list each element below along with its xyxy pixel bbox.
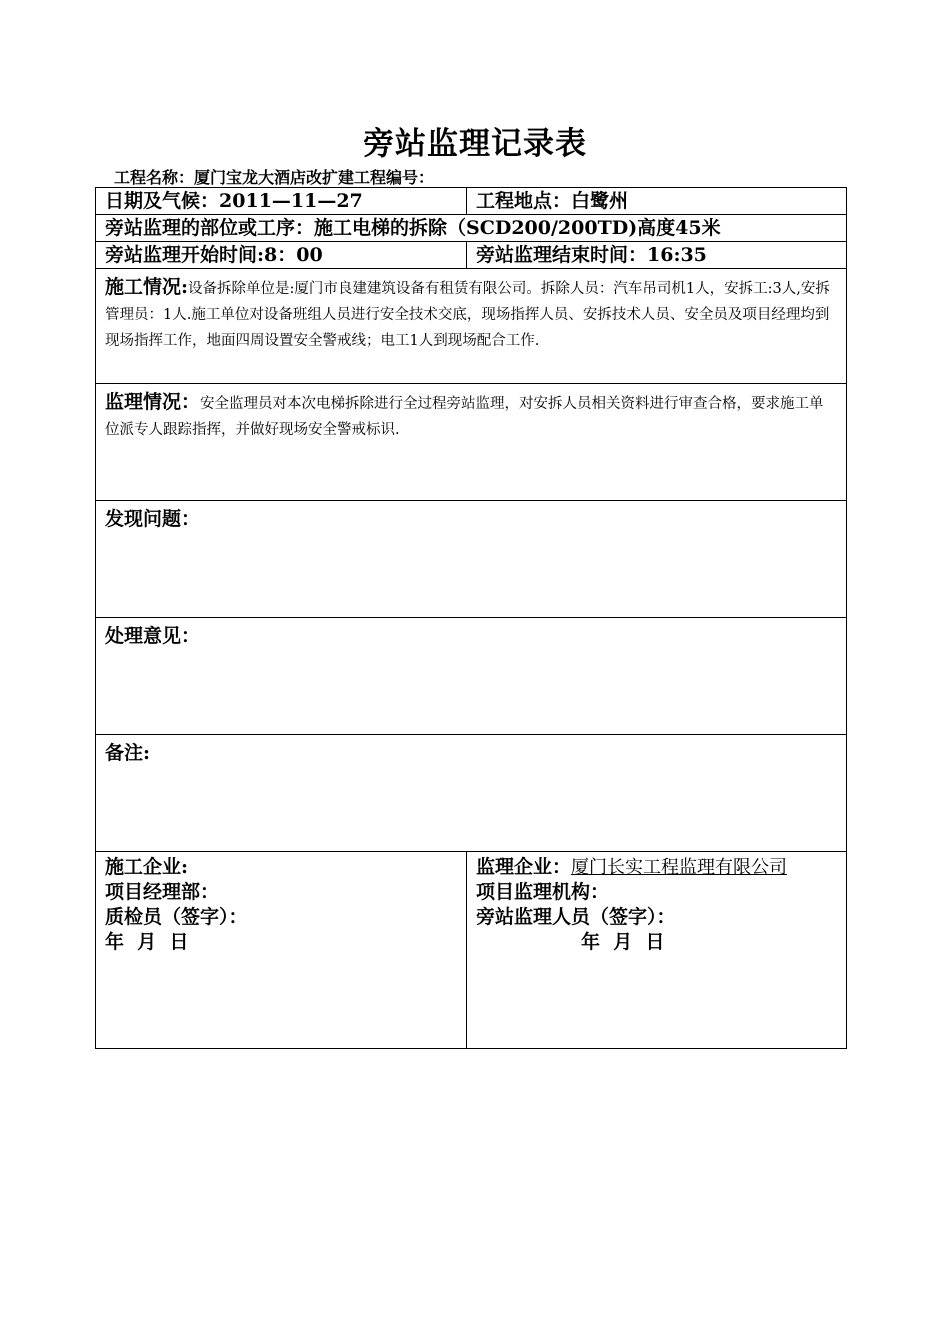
end-time-cell: 旁站监理结束时间：16:35 xyxy=(467,242,847,269)
construction-company-label: 施工企业: xyxy=(105,856,189,878)
location-cell: 工程地点：白鹭州 xyxy=(467,188,847,215)
supervision-section xyxy=(96,384,847,501)
construction-text: 设备拆除单位是:厦门市良建建筑设备有租赁有限公司。拆除人员：汽车吊司机1人，安拆工:3人,安拆管理员：1人.施工单位对设备班组人员进行安全技术交底，现场指挥人员、安拆技术人员、安全员及项目经理均到现场指挥工作，地面四周设置安全警戒线；电工1人到现场配合工作. xyxy=(105,281,830,349)
supervision-company-name: 厦门长实工程监理有限公司 xyxy=(571,857,788,878)
supervision-sign-cell xyxy=(467,852,847,1049)
construction-sign-cell xyxy=(96,852,467,1049)
supervision-label: 监理情况： xyxy=(105,391,201,413)
supervisor-sign-label: 旁站监理人员（签字）： xyxy=(476,906,676,928)
remarks-label: 备注: xyxy=(105,742,151,764)
opinion-label: 处理意见： xyxy=(105,625,201,647)
date-weather-cell: 日期及气候：2011—11—27 xyxy=(96,188,467,215)
problems-section xyxy=(96,501,847,618)
pm-dept-label: 项目经理部： xyxy=(105,881,220,903)
project-name-line: 工程名称：厦门宝龙大酒店改扩建工程编号： xyxy=(114,168,435,187)
right-date-label: 年 月 日 xyxy=(581,931,665,953)
problems-label: 发现问题： xyxy=(105,508,201,530)
document-title: 旁站监理记录表 xyxy=(363,126,587,162)
opinion-section xyxy=(96,618,847,735)
remarks-section xyxy=(96,735,847,852)
record-form xyxy=(95,187,847,1049)
start-time-cell: 旁站监理开始时间:8：00 xyxy=(96,242,467,269)
inspector-sign-label: 质检员（签字）： xyxy=(105,906,248,928)
construction-label: 施工情况: xyxy=(105,276,189,298)
supervision-text: 安全监理员对本次电梯拆除进行全过程旁站监理，对安拆人员相关资料进行审查合格，要求施工单位派专人跟踪指挥，并做好现场安全警戒标识. xyxy=(105,396,824,438)
construction-section xyxy=(96,269,847,384)
part-process-cell: 旁站监理的部位或工序：施工电梯的拆除（SCD200/200TD)高度45米 xyxy=(96,215,847,242)
left-date-label: 年 月 日 xyxy=(105,931,189,953)
supervision-company-label: 监理企业： xyxy=(476,856,572,878)
supervision-org-label: 项目监理机构： xyxy=(476,881,610,903)
